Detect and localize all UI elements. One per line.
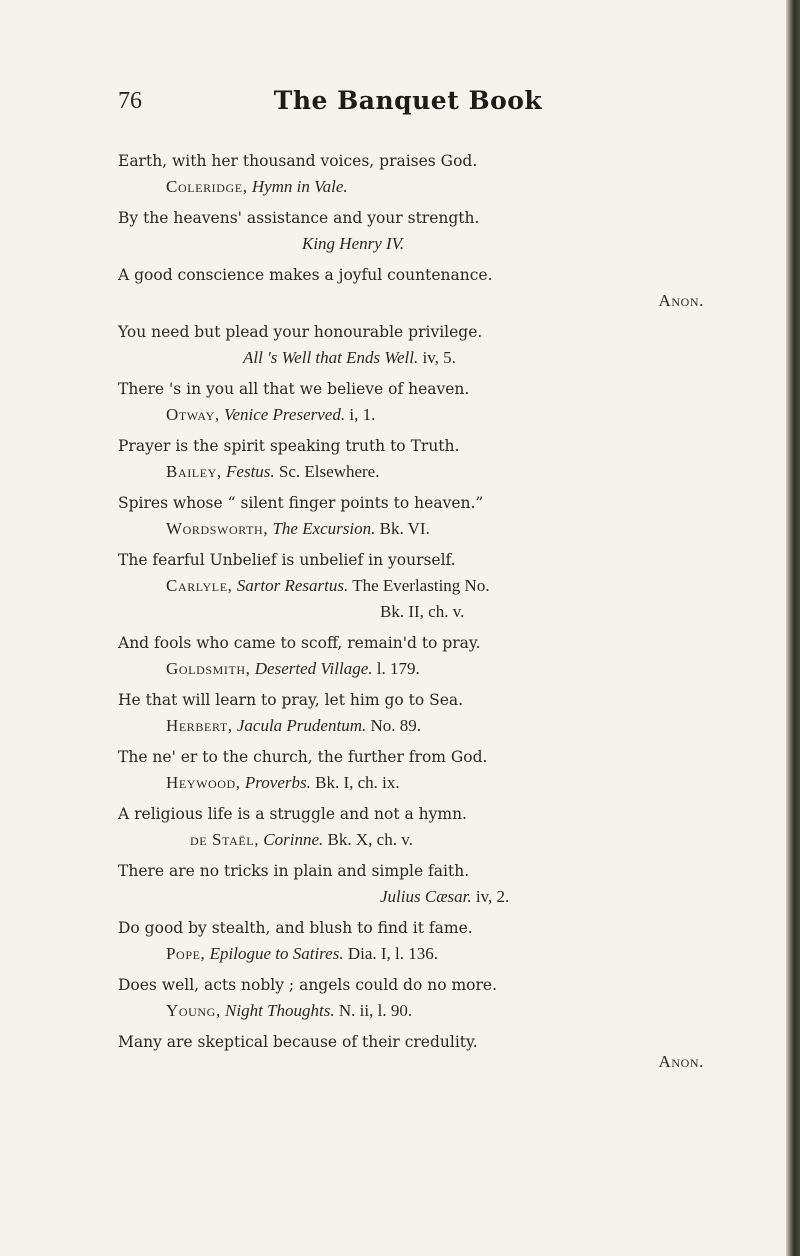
citation-author: Anon.: [658, 291, 704, 310]
citation-author: Wordsworth,: [166, 519, 269, 538]
quotation-entry: [118, 262, 704, 314]
quotation-text: There 's in you all that we believe of heaven.: [118, 380, 470, 398]
citation-work: Sartor Resartus.: [236, 576, 349, 595]
citation-reference: No. 89.: [370, 716, 421, 735]
citation-work: Epilogue to Satires.: [209, 944, 344, 963]
citation-reference: l. 179.: [376, 659, 420, 678]
citation-work: Julius Cæsar.: [380, 887, 472, 906]
quotation-text: And fools who came to scoff, remain'd to pray.: [118, 634, 481, 652]
quotation-entry: [118, 148, 704, 200]
quotation-entry: [118, 972, 704, 1024]
citation-reference: Bk. II, ch. v.: [380, 602, 465, 621]
quotation-entry: [118, 205, 704, 257]
citation-continuation: [118, 599, 704, 625]
citation-work: Deserted Village.: [254, 659, 373, 678]
citation: [118, 827, 704, 853]
quotation-entry: [118, 801, 704, 853]
citation-work: Jacula Prudentum.: [236, 716, 367, 735]
quotation-text: Spires whose “ silent finger points to heaven.”: [118, 494, 484, 512]
quotation-text: The ne' er to the church, the further from God.: [118, 748, 488, 766]
citation-author: Goldsmith,: [166, 659, 251, 678]
citation-author: Young,: [166, 1001, 221, 1020]
quotation-entry: [118, 1029, 704, 1075]
running-header: [118, 86, 698, 126]
citation: [118, 998, 704, 1024]
citation: [118, 884, 704, 910]
running-title: The Banquet Book: [273, 86, 543, 115]
quotation-entry: [118, 858, 704, 910]
quotation-entry: [118, 319, 704, 371]
citation: [118, 174, 704, 200]
quotation-text: Do good by stealth, and blush to find it fame.: [118, 919, 473, 937]
quotation-entry: [118, 687, 704, 739]
citation-work: Proverbs.: [244, 773, 311, 792]
citation-reference: The Everlasting No.: [352, 576, 490, 595]
quotation-text: A good conscience makes a joyful countenance.: [118, 266, 493, 284]
citation: [118, 288, 704, 314]
citation: [118, 573, 704, 599]
quotation-text: Prayer is the spirit speaking truth to Truth.: [118, 437, 460, 455]
citation-work: King Henry IV.: [302, 234, 405, 253]
citation-reference: N. ii, l. 90.: [338, 1001, 413, 1020]
citation: [118, 656, 704, 682]
citation-reference: Dia. I, l. 136.: [347, 944, 439, 963]
citation-reference: iv, 2.: [475, 887, 510, 906]
citation: [118, 770, 704, 796]
quotation-entry: [118, 915, 704, 967]
quotation-entry: [118, 547, 704, 625]
quotation-text: You need but plead your honourable privilege.: [118, 323, 483, 341]
citation-author: Herbert,: [166, 716, 233, 735]
citation-author: Pope,: [166, 944, 206, 963]
citation: [118, 402, 704, 428]
citation-author: de Staël,: [190, 830, 260, 849]
citation-work: Festus.: [226, 462, 275, 481]
citation-work: Venice Preserved.: [223, 405, 346, 424]
citation: [118, 459, 704, 485]
citation-reference: iv, 5.: [422, 348, 456, 367]
quotation-text: Earth, with her thousand voices, praises God.: [118, 152, 478, 170]
citation-reference: Bk. X, ch. v.: [327, 830, 413, 849]
citation: [118, 941, 704, 967]
citation-reference: Sc. Elsewhere.: [278, 462, 380, 481]
quotation-text: The fearful Unbelief is unbelief in yourself.: [118, 551, 456, 569]
quotation-text: Many are skeptical because of their credulity.: [118, 1033, 478, 1051]
citation: [118, 231, 704, 257]
quotation-entry: [118, 376, 704, 428]
quotation-entry: [118, 433, 704, 485]
quotation-text: There are no tricks in plain and simple faith.: [118, 862, 470, 880]
citation-reference: Bk. I, ch. ix.: [315, 773, 400, 792]
quotation-text: Does well, acts nobly ; angels could do no more.: [118, 976, 498, 994]
quotation-list: [118, 148, 704, 1075]
citation-work: Corinne.: [263, 830, 324, 849]
page-edge-shadow: [786, 0, 800, 1256]
quotation-entry: [118, 744, 704, 796]
quotation-text: He that will learn to pray, let him go to Sea.: [118, 691, 464, 709]
quotation-entry: [118, 490, 704, 542]
citation: [118, 345, 704, 371]
citation: [118, 516, 704, 542]
citation-author: Heywood,: [166, 773, 241, 792]
citation-reference: i, 1.: [349, 405, 376, 424]
citation-author: Bailey,: [166, 462, 222, 481]
citation-author: Otway,: [166, 405, 220, 424]
quotation-text: By the heavens' assistance and your strength.: [118, 209, 480, 227]
citation-work: Night Thoughts.: [225, 1001, 335, 1020]
quotation-entry: [118, 630, 704, 682]
citation-author: Anon.: [658, 1052, 704, 1071]
page-number: 76: [118, 88, 142, 114]
citation-work: The Excursion.: [272, 519, 376, 538]
citation-author: Carlyle,: [166, 576, 233, 595]
citation-work: All 's Well that Ends Well.: [243, 348, 419, 367]
citation-work: Hymn in Vale.: [251, 177, 348, 196]
citation-author: Coleridge,: [166, 177, 248, 196]
citation: [118, 713, 704, 739]
quotation-text: A religious life is a struggle and not a hymn.: [118, 805, 467, 823]
citation-reference: Bk. VI.: [379, 519, 430, 538]
